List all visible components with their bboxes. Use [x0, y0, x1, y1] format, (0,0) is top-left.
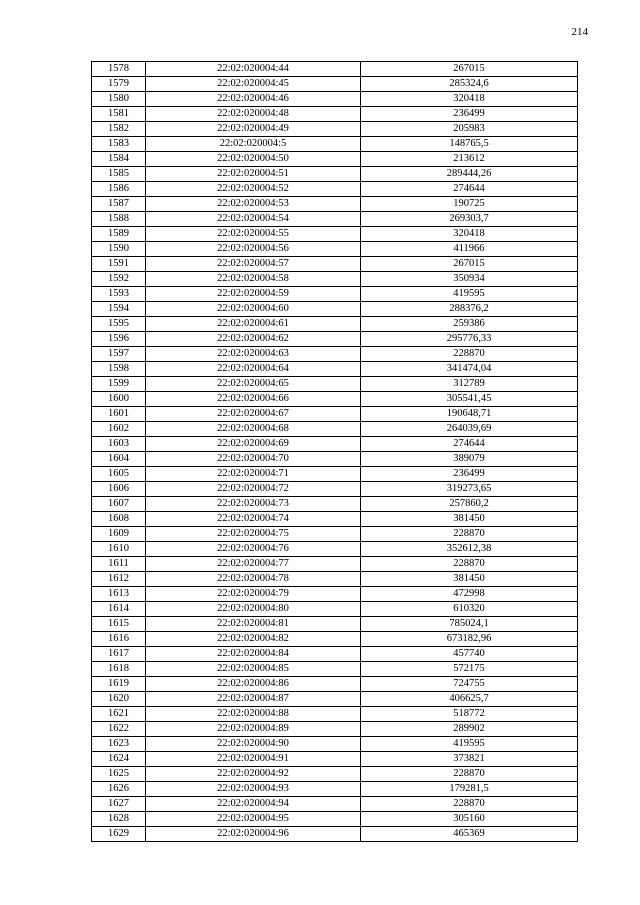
table-row [92, 647, 578, 662]
cadastral-number-cell: 22:02:020004:54 [146, 212, 361, 227]
cadastral-value-cell: 236499 [361, 107, 578, 122]
table-row [92, 557, 578, 572]
cadastral-value-cell: 610320 [361, 602, 578, 617]
row-number-cell: 1598 [92, 362, 146, 377]
row-number-cell: 1613 [92, 587, 146, 602]
table-row [92, 122, 578, 137]
row-number-cell: 1596 [92, 332, 146, 347]
cadastral-value-cell: 228870 [361, 557, 578, 572]
cadastral-value-cell: 259386 [361, 317, 578, 332]
row-number-cell: 1597 [92, 347, 146, 362]
table-row [92, 362, 578, 377]
table-row [92, 167, 578, 182]
row-number-cell: 1618 [92, 662, 146, 677]
row-number-cell: 1578 [92, 62, 146, 77]
row-number-cell: 1589 [92, 227, 146, 242]
cadastral-value-cell: 289444,26 [361, 167, 578, 182]
row-number-cell: 1593 [92, 287, 146, 302]
table-row [92, 452, 578, 467]
cadastral-value-cell: 419595 [361, 737, 578, 752]
row-number-cell: 1591 [92, 257, 146, 272]
row-number-cell: 1623 [92, 737, 146, 752]
cadastral-number-cell: 22:02:020004:86 [146, 677, 361, 692]
cadastral-value-cell: 305160 [361, 812, 578, 827]
row-number-cell: 1586 [92, 182, 146, 197]
table-row [92, 677, 578, 692]
table-body [92, 62, 578, 842]
cadastral-value-cell: 288376,2 [361, 302, 578, 317]
cadastral-value-cell: 267015 [361, 62, 578, 77]
cadastral-number-cell: 22:02:020004:61 [146, 317, 361, 332]
table-row [92, 437, 578, 452]
cadastral-number-cell: 22:02:020004:81 [146, 617, 361, 632]
cadastral-value-cell: 457740 [361, 647, 578, 662]
cadastral-value-cell: 190725 [361, 197, 578, 212]
cadastral-value-cell: 465369 [361, 827, 578, 842]
table-row [92, 302, 578, 317]
cadastral-number-cell: 22:02:020004:62 [146, 332, 361, 347]
cadastral-number-cell: 22:02:020004:79 [146, 587, 361, 602]
row-number-cell: 1601 [92, 407, 146, 422]
cadastral-number-cell: 22:02:020004:92 [146, 767, 361, 782]
cadastral-number-cell: 22:02:020004:49 [146, 122, 361, 137]
cadastral-value-cell: 341474,04 [361, 362, 578, 377]
cadastral-value-cell: 419595 [361, 287, 578, 302]
row-number-cell: 1627 [92, 797, 146, 812]
row-number-cell: 1600 [92, 392, 146, 407]
cadastral-number-cell: 22:02:020004:77 [146, 557, 361, 572]
table-row [92, 422, 578, 437]
table-row [92, 767, 578, 782]
cadastral-number-cell: 22:02:020004:87 [146, 692, 361, 707]
cadastral-value-cell: 312789 [361, 377, 578, 392]
cadastral-number-cell: 22:02:020004:60 [146, 302, 361, 317]
row-number-cell: 1607 [92, 497, 146, 512]
table-row [92, 287, 578, 302]
row-number-cell: 1619 [92, 677, 146, 692]
row-number-cell: 1603 [92, 437, 146, 452]
cadastral-number-cell: 22:02:020004:82 [146, 632, 361, 647]
cadastral-value-cell: 179281,5 [361, 782, 578, 797]
cadastral-value-cell: 724755 [361, 677, 578, 692]
cadastral-number-cell: 22:02:020004:72 [146, 482, 361, 497]
row-number-cell: 1614 [92, 602, 146, 617]
table-row [92, 197, 578, 212]
table-row [92, 497, 578, 512]
cadastral-value-cell: 228870 [361, 347, 578, 362]
cadastral-number-cell: 22:02:020004:80 [146, 602, 361, 617]
table-row [92, 707, 578, 722]
row-number-cell: 1592 [92, 272, 146, 287]
cadastral-value-cell: 228870 [361, 527, 578, 542]
cadastral-number-cell: 22:02:020004:74 [146, 512, 361, 527]
cadastral-number-cell: 22:02:020004:64 [146, 362, 361, 377]
table-row [92, 317, 578, 332]
row-number-cell: 1604 [92, 452, 146, 467]
cadastral-value-cell: 289902 [361, 722, 578, 737]
cadastral-number-cell: 22:02:020004:65 [146, 377, 361, 392]
table-row [92, 92, 578, 107]
row-number-cell: 1579 [92, 77, 146, 92]
row-number-cell: 1599 [92, 377, 146, 392]
table-row [92, 752, 578, 767]
table-row [92, 602, 578, 617]
table-row [92, 137, 578, 152]
cadastral-value-cell: 190648,71 [361, 407, 578, 422]
cadastral-number-cell: 22:02:020004:75 [146, 527, 361, 542]
row-number-cell: 1621 [92, 707, 146, 722]
table-row [92, 827, 578, 842]
table-row [92, 662, 578, 677]
cadastral-number-cell: 22:02:020004:73 [146, 497, 361, 512]
table-row [92, 407, 578, 422]
cadastral-value-cell: 267015 [361, 257, 578, 272]
table-row [92, 377, 578, 392]
cadastral-number-cell: 22:02:020004:91 [146, 752, 361, 767]
cadastral-value-cell: 406625,7 [361, 692, 578, 707]
cadastral-value-cell: 228870 [361, 767, 578, 782]
cadastral-value-cell: 213612 [361, 152, 578, 167]
row-number-cell: 1590 [92, 242, 146, 257]
table-row [92, 212, 578, 227]
cadastral-number-cell: 22:02:020004:78 [146, 572, 361, 587]
row-number-cell: 1624 [92, 752, 146, 767]
cadastral-number-cell: 22:02:020004:55 [146, 227, 361, 242]
table-row [92, 62, 578, 77]
table-row [92, 257, 578, 272]
cadastral-number-cell: 22:02:020004:58 [146, 272, 361, 287]
cadastral-value-cell: 274644 [361, 437, 578, 452]
cadastral-number-cell: 22:02:020004:71 [146, 467, 361, 482]
cadastral-value-cell: 269303,7 [361, 212, 578, 227]
cadastral-value-cell: 381450 [361, 512, 578, 527]
row-number-cell: 1581 [92, 107, 146, 122]
cadastral-number-cell: 22:02:020004:95 [146, 812, 361, 827]
cadastral-number-cell: 22:02:020004:69 [146, 437, 361, 452]
row-number-cell: 1580 [92, 92, 146, 107]
cadastral-number-cell: 22:02:020004:5 [146, 137, 361, 152]
cadastral-value-cell: 352612,38 [361, 542, 578, 557]
cadastral-value-cell: 236499 [361, 467, 578, 482]
cadastral-number-cell: 22:02:020004:67 [146, 407, 361, 422]
table-row [92, 692, 578, 707]
row-number-cell: 1622 [92, 722, 146, 737]
row-number-cell: 1588 [92, 212, 146, 227]
cadastral-value-cell: 320418 [361, 227, 578, 242]
cadastral-number-cell: 22:02:020004:84 [146, 647, 361, 662]
cadastral-number-cell: 22:02:020004:52 [146, 182, 361, 197]
table-row [92, 722, 578, 737]
row-number-cell: 1602 [92, 422, 146, 437]
cadastral-value-cell: 148765,5 [361, 137, 578, 152]
cadastral-number-cell: 22:02:020004:57 [146, 257, 361, 272]
cadastral-value-cell: 274644 [361, 182, 578, 197]
page-number: 214 [571, 26, 588, 38]
cadastral-number-cell: 22:02:020004:44 [146, 62, 361, 77]
row-number-cell: 1617 [92, 647, 146, 662]
cadastral-value-cell: 572175 [361, 662, 578, 677]
cadastral-number-cell: 22:02:020004:94 [146, 797, 361, 812]
row-number-cell: 1625 [92, 767, 146, 782]
cadastral-value-cell: 518772 [361, 707, 578, 722]
row-number-cell: 1605 [92, 467, 146, 482]
cadastral-value-cell: 320418 [361, 92, 578, 107]
row-number-cell: 1608 [92, 512, 146, 527]
cadastral-value-cell: 305541,45 [361, 392, 578, 407]
cadastral-value-cell: 785024,1 [361, 617, 578, 632]
table-row [92, 632, 578, 647]
row-number-cell: 1609 [92, 527, 146, 542]
cadastral-value-cell: 285324,6 [361, 77, 578, 92]
table-row [92, 107, 578, 122]
row-number-cell: 1584 [92, 152, 146, 167]
table-row [92, 812, 578, 827]
cadastral-number-cell: 22:02:020004:50 [146, 152, 361, 167]
cadastral-number-cell: 22:02:020004:88 [146, 707, 361, 722]
cadastral-value-cell: 373821 [361, 752, 578, 767]
table-row [92, 737, 578, 752]
cadastral-number-cell: 22:02:020004:53 [146, 197, 361, 212]
table-row [92, 152, 578, 167]
table-row [92, 587, 578, 602]
cadastral-number-cell: 22:02:020004:89 [146, 722, 361, 737]
cadastral-value-cell: 389079 [361, 452, 578, 467]
row-number-cell: 1594 [92, 302, 146, 317]
cadastral-number-cell: 22:02:020004:85 [146, 662, 361, 677]
table-row [92, 182, 578, 197]
row-number-cell: 1612 [92, 572, 146, 587]
table-row [92, 527, 578, 542]
cadastral-value-cell: 472998 [361, 587, 578, 602]
table-row [92, 782, 578, 797]
row-number-cell: 1616 [92, 632, 146, 647]
cadastral-number-cell: 22:02:020004:63 [146, 347, 361, 362]
cadastral-number-cell: 22:02:020004:59 [146, 287, 361, 302]
cadastral-number-cell: 22:02:020004:66 [146, 392, 361, 407]
row-number-cell: 1595 [92, 317, 146, 332]
table-row [92, 332, 578, 347]
cadastral-value-table [91, 61, 578, 842]
table-row [92, 227, 578, 242]
row-number-cell: 1628 [92, 812, 146, 827]
cadastral-value-cell: 257860,2 [361, 497, 578, 512]
table-row [92, 482, 578, 497]
row-number-cell: 1626 [92, 782, 146, 797]
cadastral-number-cell: 22:02:020004:45 [146, 77, 361, 92]
row-number-cell: 1582 [92, 122, 146, 137]
table-row [92, 572, 578, 587]
cadastral-value-cell: 295776,33 [361, 332, 578, 347]
row-number-cell: 1629 [92, 827, 146, 842]
cadastral-value-cell: 205983 [361, 122, 578, 137]
cadastral-value-cell: 381450 [361, 572, 578, 587]
table-row [92, 77, 578, 92]
cadastral-value-cell: 264039,69 [361, 422, 578, 437]
row-number-cell: 1585 [92, 167, 146, 182]
row-number-cell: 1611 [92, 557, 146, 572]
table-row [92, 467, 578, 482]
table-row [92, 512, 578, 527]
cadastral-number-cell: 22:02:020004:90 [146, 737, 361, 752]
cadastral-number-cell: 22:02:020004:46 [146, 92, 361, 107]
table-row [92, 797, 578, 812]
table-row [92, 617, 578, 632]
cadastral-number-cell: 22:02:020004:96 [146, 827, 361, 842]
cadastral-value-cell: 673182,96 [361, 632, 578, 647]
table-row [92, 242, 578, 257]
cadastral-number-cell: 22:02:020004:70 [146, 452, 361, 467]
cadastral-value-cell: 319273,65 [361, 482, 578, 497]
row-number-cell: 1587 [92, 197, 146, 212]
cadastral-number-cell: 22:02:020004:68 [146, 422, 361, 437]
row-number-cell: 1583 [92, 137, 146, 152]
cadastral-value-cell: 411966 [361, 242, 578, 257]
cadastral-number-cell: 22:02:020004:56 [146, 242, 361, 257]
row-number-cell: 1610 [92, 542, 146, 557]
table-row [92, 272, 578, 287]
cadastral-number-cell: 22:02:020004:48 [146, 107, 361, 122]
table-row [92, 392, 578, 407]
row-number-cell: 1615 [92, 617, 146, 632]
cadastral-number-cell: 22:02:020004:51 [146, 167, 361, 182]
row-number-cell: 1606 [92, 482, 146, 497]
table-row [92, 542, 578, 557]
cadastral-number-cell: 22:02:020004:93 [146, 782, 361, 797]
row-number-cell: 1620 [92, 692, 146, 707]
cadastral-number-cell: 22:02:020004:76 [146, 542, 361, 557]
table-row [92, 347, 578, 362]
cadastral-value-cell: 350934 [361, 272, 578, 287]
cadastral-value-cell: 228870 [361, 797, 578, 812]
